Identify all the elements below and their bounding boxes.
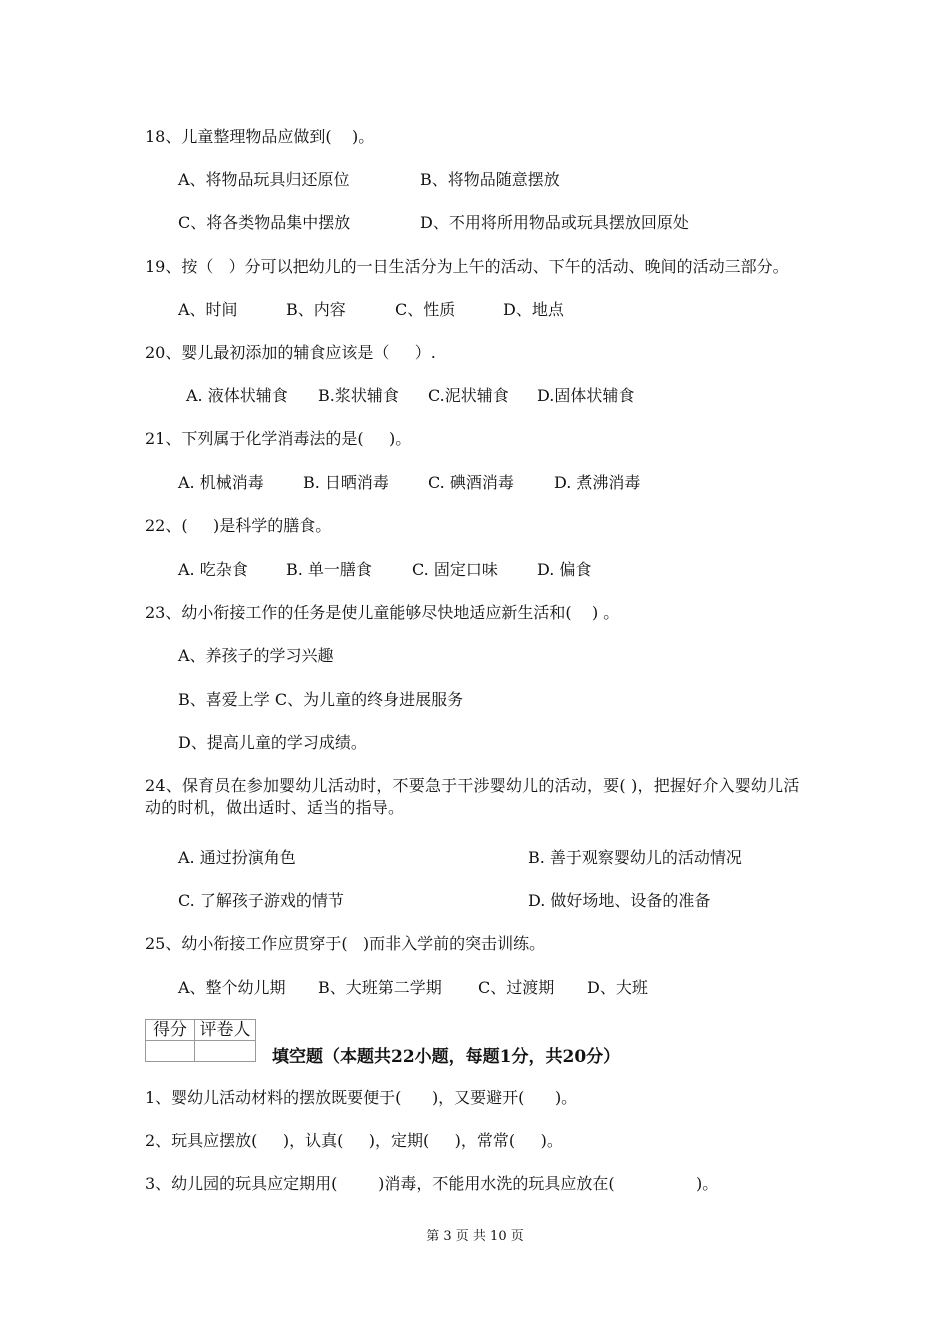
option: C. 了解孩子游戏的情节 bbox=[178, 891, 344, 910]
option: D、地点 bbox=[503, 300, 564, 319]
fill-question: 2、玩具应摆放( )，认真( )，定期( )，常常( )。 bbox=[145, 1131, 563, 1150]
grader-cell bbox=[195, 1041, 256, 1062]
score-header: 得分 bbox=[146, 1020, 195, 1041]
option: B.浆状辅食 bbox=[318, 386, 399, 405]
question-stem: 24、保育员在参加婴幼儿活动时，不要急于干涉婴幼儿的活动，要( )，把握好介入婴幼儿活动的时机，做出适时、适当的指导。 bbox=[145, 776, 800, 817]
option: A、时间 bbox=[178, 300, 238, 319]
option: A. 机械消毒 bbox=[178, 473, 264, 492]
option: D、提高儿童的学习成绩。 bbox=[178, 733, 367, 752]
question-stem: 23、幼小衔接工作的任务是使儿童能够尽快地适应新生活和( ) 。 bbox=[145, 603, 620, 622]
question-stem: 22、( )是科学的膳食。 bbox=[145, 516, 332, 535]
fill-question: 3、幼儿园的玩具应定期用( )消毒，不能用水洗的玩具应放在( )。 bbox=[145, 1174, 719, 1193]
question-stem: 25、幼小衔接工作应贯穿于( )而非入学前的突击训练。 bbox=[145, 934, 546, 953]
fill-question: 1、婴幼儿活动材料的摆放既要便于( )，又要避开( )。 bbox=[145, 1088, 578, 1107]
option: D. 煮沸消毒 bbox=[554, 473, 641, 492]
option: C、将各类物品集中摆放 bbox=[178, 213, 351, 232]
question-stem: 18、儿童整理物品应做到( )。 bbox=[145, 127, 375, 146]
option: D. 做好场地、设备的准备 bbox=[528, 891, 711, 910]
grader-header: 评卷人 bbox=[195, 1020, 256, 1041]
question-stem: 19、按（ ）分可以把幼儿的一日生活分为上午的活动、下午的活动、晚间的活动三部分。 bbox=[145, 257, 789, 276]
option: A、整个幼儿期 bbox=[178, 978, 286, 997]
option: B. 日晒消毒 bbox=[303, 473, 389, 492]
section-title: 填空题（本题共22小题，每题1分，共20分） bbox=[272, 1047, 621, 1067]
option: A. 通过扮演角色 bbox=[178, 848, 296, 867]
question-stem: 21、下列属于化学消毒法的是( )。 bbox=[145, 429, 412, 448]
question-stem: 20、婴儿最初添加的辅食应该是（ ）. bbox=[145, 343, 436, 362]
option: D、大班 bbox=[587, 978, 648, 997]
option: A. 吃杂食 bbox=[178, 560, 248, 579]
option: D.固体状辅食 bbox=[537, 386, 635, 405]
option: C.泥状辅食 bbox=[428, 386, 509, 405]
score-table bbox=[145, 1019, 256, 1062]
option: D、不用将所用物品或玩具摆放回原处 bbox=[420, 213, 689, 232]
option: B、喜爱上学 C、为儿童的终身进展服务 bbox=[178, 690, 464, 709]
option: B、内容 bbox=[286, 300, 346, 319]
option: C. 固定口味 bbox=[412, 560, 498, 579]
option: A、养孩子的学习兴趣 bbox=[178, 646, 334, 665]
option: C、过渡期 bbox=[478, 978, 555, 997]
option: B、将物品随意摆放 bbox=[420, 170, 560, 189]
option: B. 单一膳食 bbox=[286, 560, 372, 579]
option: B. 善于观察婴幼儿的活动情况 bbox=[528, 848, 742, 867]
score-cell bbox=[146, 1041, 195, 1062]
option: C. 碘酒消毒 bbox=[428, 473, 514, 492]
option: C、性质 bbox=[395, 300, 456, 319]
option: B、大班第二学期 bbox=[318, 978, 442, 997]
option: A、将物品玩具归还原位 bbox=[178, 170, 350, 189]
option: D. 偏食 bbox=[537, 560, 592, 579]
page-footer: 第 3 页 共 10 页 bbox=[426, 1229, 524, 1244]
option: A. 液体状辅食 bbox=[186, 386, 288, 405]
